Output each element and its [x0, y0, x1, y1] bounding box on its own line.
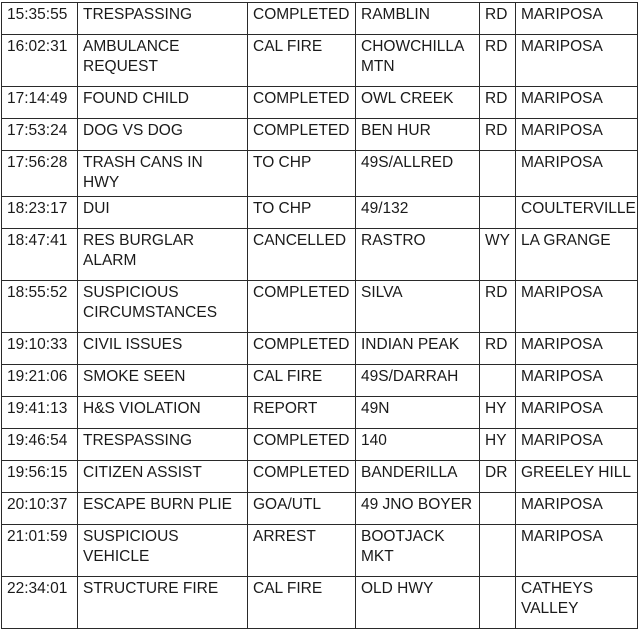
- cell-time: 19:56:15: [2, 461, 78, 493]
- cell-street: BANDERILLA: [356, 461, 480, 493]
- cell-disposition: TO CHP: [248, 197, 356, 229]
- cell-time: 20:10:37: [2, 493, 78, 525]
- table-row: [2, 461, 638, 493]
- call-log-body: [2, 3, 638, 629]
- cell-street-suffix: [480, 577, 516, 629]
- cell-time: 17:56:28: [2, 151, 78, 197]
- table-row: [2, 365, 638, 397]
- cell-disposition: CAL FIRE: [248, 35, 356, 87]
- cell-city: COULTERVILLE: [516, 197, 638, 229]
- cell-city: MARIPOSA: [516, 35, 638, 87]
- cell-street-suffix: DR: [480, 461, 516, 493]
- cell-disposition: CANCELLED: [248, 229, 356, 281]
- cell-street-suffix: [480, 493, 516, 525]
- cell-disposition: COMPLETED: [248, 429, 356, 461]
- cell-city: MARIPOSA: [516, 3, 638, 35]
- cell-street: 49S/ALLRED: [356, 151, 480, 197]
- cell-street: OLD HWY: [356, 577, 480, 629]
- cell-time: 18:47:41: [2, 229, 78, 281]
- cell-call-type: FOUND CHILD: [78, 87, 248, 119]
- table-row: [2, 429, 638, 461]
- cell-call-type: TRESPASSING: [78, 3, 248, 35]
- cell-street-suffix: RD: [480, 3, 516, 35]
- cell-disposition: COMPLETED: [248, 87, 356, 119]
- cell-street-suffix: RD: [480, 87, 516, 119]
- cell-disposition: COMPLETED: [248, 281, 356, 333]
- cell-street-suffix: RD: [480, 333, 516, 365]
- cell-time: 18:23:17: [2, 197, 78, 229]
- cell-street: 49N: [356, 397, 480, 429]
- table-row: [2, 333, 638, 365]
- cell-call-type: SUSPICIOUS CIRCUMSTANCES: [78, 281, 248, 333]
- cell-street: INDIAN PEAK: [356, 333, 480, 365]
- cell-time: 19:10:33: [2, 333, 78, 365]
- cell-time: 19:46:54: [2, 429, 78, 461]
- cell-city: MARIPOSA: [516, 119, 638, 151]
- call-log-table: [1, 2, 638, 629]
- table-row: [2, 493, 638, 525]
- cell-time: 15:35:55: [2, 3, 78, 35]
- cell-city: MARIPOSA: [516, 525, 638, 577]
- cell-disposition: COMPLETED: [248, 461, 356, 493]
- table-row: [2, 197, 638, 229]
- table-row: [2, 281, 638, 333]
- cell-street: 140: [356, 429, 480, 461]
- cell-disposition: COMPLETED: [248, 333, 356, 365]
- cell-call-type: DOG VS DOG: [78, 119, 248, 151]
- cell-street-suffix: [480, 525, 516, 577]
- table-row: [2, 87, 638, 119]
- cell-disposition: TO CHP: [248, 151, 356, 197]
- cell-city: GREELEY HILL: [516, 461, 638, 493]
- cell-time: 19:41:13: [2, 397, 78, 429]
- cell-street: RASTRO: [356, 229, 480, 281]
- cell-street-suffix: RD: [480, 119, 516, 151]
- cell-call-type: TRESPASSING: [78, 429, 248, 461]
- cell-street: OWL CREEK: [356, 87, 480, 119]
- cell-time: 21:01:59: [2, 525, 78, 577]
- cell-street: 49 JNO BOYER: [356, 493, 480, 525]
- cell-street: BOOTJACK MKT: [356, 525, 480, 577]
- cell-call-type: AMBULANCE REQUEST: [78, 35, 248, 87]
- cell-city: MARIPOSA: [516, 87, 638, 119]
- cell-call-type: TRASH CANS IN HWY: [78, 151, 248, 197]
- cell-disposition: REPORT: [248, 397, 356, 429]
- cell-disposition: GOA/UTL: [248, 493, 356, 525]
- cell-street: CHOWCHILLA MTN: [356, 35, 480, 87]
- cell-call-type: ESCAPE BURN PLIE: [78, 493, 248, 525]
- table-row: [2, 397, 638, 429]
- table-row: [2, 229, 638, 281]
- table-row: [2, 35, 638, 87]
- cell-city: MARIPOSA: [516, 493, 638, 525]
- cell-street-suffix: RD: [480, 35, 516, 87]
- cell-street-suffix: RD: [480, 281, 516, 333]
- cell-street-suffix: [480, 365, 516, 397]
- cell-call-type: SUSPICIOUS VEHICLE: [78, 525, 248, 577]
- table-row: [2, 525, 638, 577]
- cell-disposition: CAL FIRE: [248, 365, 356, 397]
- cell-street: 49S/DARRAH: [356, 365, 480, 397]
- table-row: [2, 3, 638, 35]
- cell-time: 22:34:01: [2, 577, 78, 629]
- cell-street: RAMBLIN: [356, 3, 480, 35]
- cell-street: 49/132: [356, 197, 480, 229]
- cell-street-suffix: HY: [480, 429, 516, 461]
- cell-time: 19:21:06: [2, 365, 78, 397]
- cell-city: MARIPOSA: [516, 151, 638, 197]
- cell-call-type: CIVIL ISSUES: [78, 333, 248, 365]
- cell-call-type: DUI: [78, 197, 248, 229]
- cell-city: MARIPOSA: [516, 333, 638, 365]
- cell-city: MARIPOSA: [516, 281, 638, 333]
- cell-call-type: RES BURGLAR ALARM: [78, 229, 248, 281]
- table-row: [2, 119, 638, 151]
- cell-city: MARIPOSA: [516, 397, 638, 429]
- cell-time: 16:02:31: [2, 35, 78, 87]
- cell-time: 17:14:49: [2, 87, 78, 119]
- cell-street-suffix: HY: [480, 397, 516, 429]
- cell-disposition: COMPLETED: [248, 3, 356, 35]
- cell-street: BEN HUR: [356, 119, 480, 151]
- cell-call-type: SMOKE SEEN: [78, 365, 248, 397]
- cell-call-type: CITIZEN ASSIST: [78, 461, 248, 493]
- table-row: [2, 577, 638, 629]
- cell-city: MARIPOSA: [516, 365, 638, 397]
- cell-disposition: COMPLETED: [248, 119, 356, 151]
- cell-street: SILVA: [356, 281, 480, 333]
- cell-call-type: STRUCTURE FIRE: [78, 577, 248, 629]
- cell-time: 18:55:52: [2, 281, 78, 333]
- cell-call-type: H&S VIOLATION: [78, 397, 248, 429]
- cell-street-suffix: WY: [480, 229, 516, 281]
- cell-city: LA GRANGE: [516, 229, 638, 281]
- cell-city: MARIPOSA: [516, 429, 638, 461]
- cell-city: CATHEYS VALLEY: [516, 577, 638, 629]
- cell-disposition: ARREST: [248, 525, 356, 577]
- cell-disposition: CAL FIRE: [248, 577, 356, 629]
- cell-time: 17:53:24: [2, 119, 78, 151]
- cell-street-suffix: [480, 151, 516, 197]
- table-row: [2, 151, 638, 197]
- cell-street-suffix: [480, 197, 516, 229]
